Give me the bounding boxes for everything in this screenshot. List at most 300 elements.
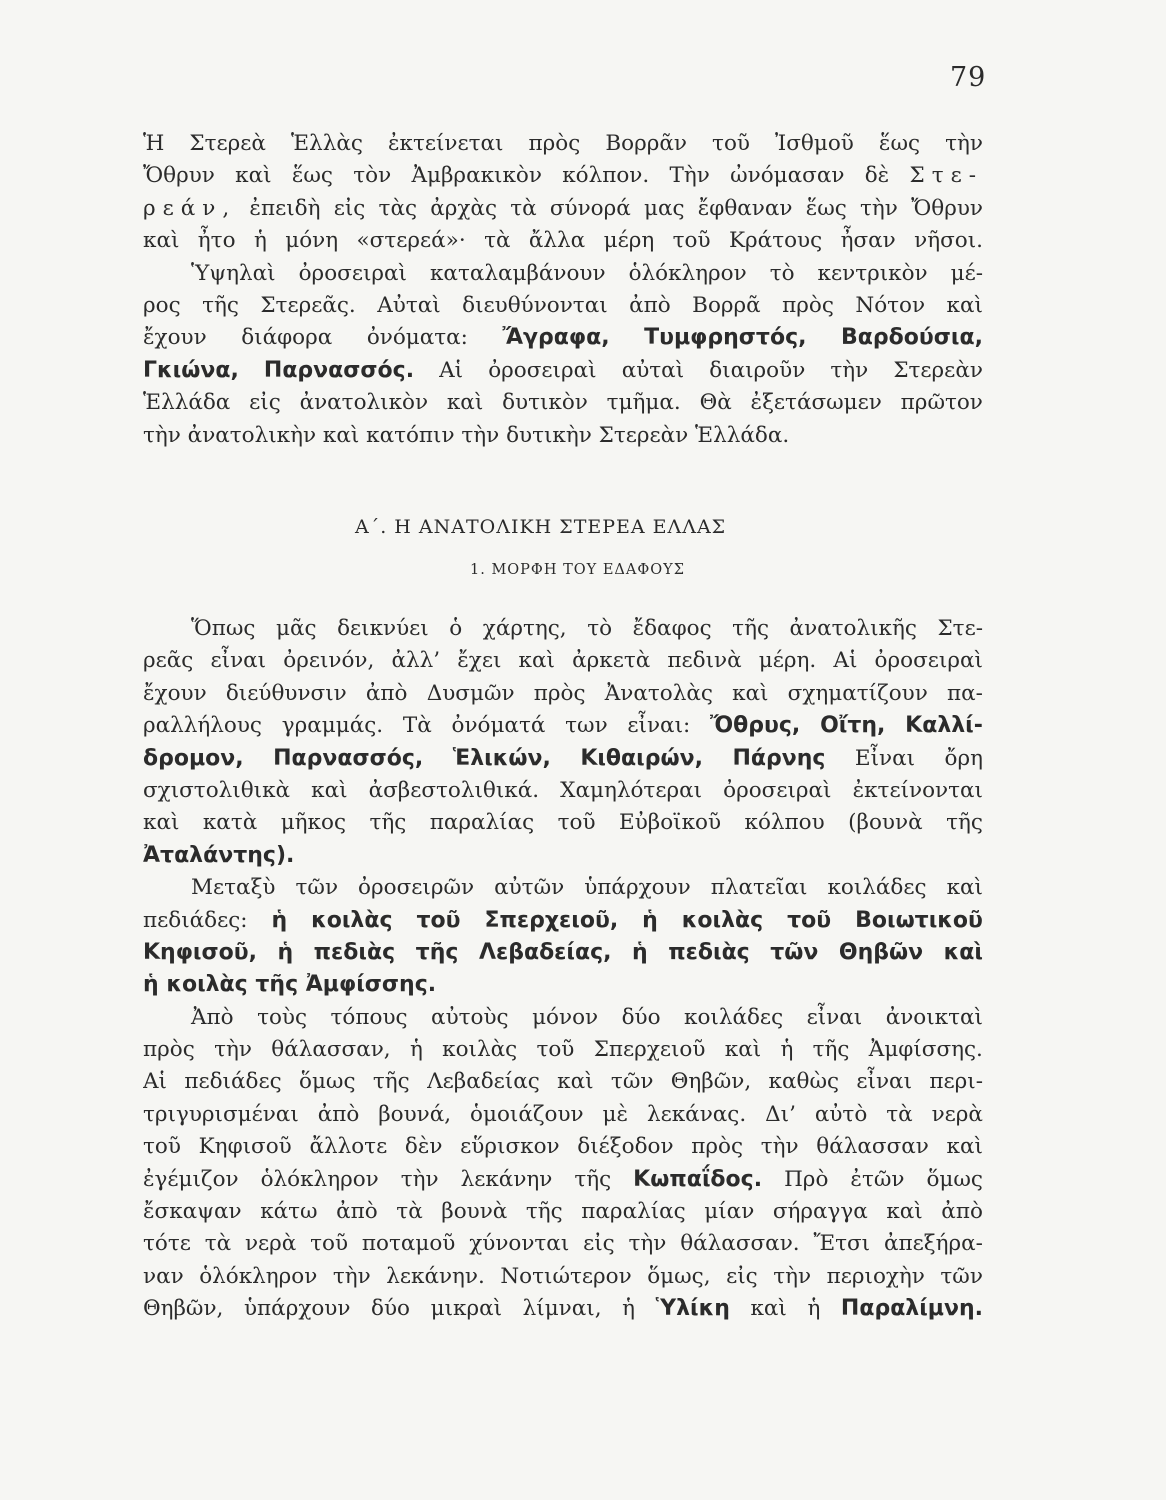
word: τὰ <box>396 1199 423 1225</box>
word: κεντρικὸν <box>817 260 928 286</box>
text-line <box>143 905 983 937</box>
word: Ἑλλάδα <box>143 390 231 416</box>
bold-word: δρομον, <box>143 745 244 771</box>
word: Αἱ <box>439 357 464 383</box>
word: μῆκος <box>280 810 346 836</box>
word: Πρὸ <box>784 1166 829 1192</box>
bold-word: Σπερχειοῦ, <box>484 907 619 933</box>
word: ἀσβεστολιθικά. <box>368 777 540 803</box>
bold-word: ἡ <box>642 907 658 933</box>
text-line <box>143 743 983 775</box>
word: ἀνοικταὶ <box>885 1004 983 1030</box>
bold-word: Ὑλίκη <box>655 1296 730 1322</box>
word: ὑπάρχουν <box>584 875 691 901</box>
bold-word: Κιθαιρών, <box>580 745 703 771</box>
text-line <box>143 128 983 160</box>
word: ὑπάρχουν <box>243 1296 351 1322</box>
word: τῶν <box>610 1069 654 1095</box>
bold-text: ἡ κοιλὰς τῆς Ἀμφίσσης. <box>143 972 437 998</box>
word: ὁ <box>449 616 463 641</box>
word: αὐτῶν <box>494 875 565 901</box>
word: λεκάνας. <box>646 1101 747 1127</box>
word: μικραὶ <box>430 1296 503 1322</box>
word: σχιστολιθικὰ <box>143 777 291 803</box>
word: καὶ <box>446 390 484 416</box>
word: Ἡ <box>143 131 165 156</box>
word: καὶ <box>143 810 180 836</box>
word: ρεᾶς <box>143 648 194 674</box>
word: καταλαμβάνουν <box>429 260 606 286</box>
word: τῆς <box>946 810 983 836</box>
text-line <box>143 1066 983 1098</box>
word: εὕρισκον <box>460 1134 560 1160</box>
word: τότε <box>143 1231 191 1257</box>
text-line <box>143 1228 983 1260</box>
text-line <box>143 775 983 807</box>
word: ὠνόμασαν <box>730 163 845 189</box>
word: ὀροσειρῶν <box>358 875 475 901</box>
word: ἦτο <box>197 228 236 254</box>
word: ὁλόκληρον <box>199 1263 318 1289</box>
word: Ὅπως <box>191 616 256 641</box>
word: μόνον <box>532 1004 599 1030</box>
word: ἔχει <box>457 648 502 674</box>
bold-word: Θηβῶν <box>838 939 924 965</box>
word: «στερεά»· <box>356 228 466 254</box>
word: ἐπειδὴ <box>249 195 321 221</box>
word: τοῦ <box>672 228 711 254</box>
word: μέ- <box>950 260 983 286</box>
word: ἀπεξήρα- <box>883 1231 983 1257</box>
bold-word: Καλλί- <box>905 713 983 739</box>
bold-word: ἡ <box>632 939 648 965</box>
word: πρῶτον <box>900 390 983 416</box>
word: ἡ <box>780 1037 794 1063</box>
word: εἶναι <box>806 1004 863 1030</box>
word: περιοχὴν <box>826 1263 925 1289</box>
word: ἐκτείνεται <box>387 131 504 156</box>
word: ὁλόκληρον <box>628 260 747 286</box>
word: ὀνόματα: <box>366 325 468 351</box>
text-line <box>143 355 983 387</box>
word: πρὸς <box>782 292 834 318</box>
word: Αἱ <box>833 648 858 674</box>
word: πλατεῖαι <box>710 875 808 901</box>
bold-word: Πάρνης <box>732 745 826 771</box>
word: εἶναι <box>210 648 267 674</box>
word: σύνορά <box>549 195 631 221</box>
word: ρος <box>143 292 181 318</box>
word: ἀρκετὰ <box>572 648 651 674</box>
word: ὀροσειραὶ <box>874 648 983 674</box>
word: σήραγγα <box>772 1199 868 1225</box>
word: τῶν <box>940 1263 983 1289</box>
word: παραλίας <box>429 810 535 836</box>
word: ἡ <box>409 1037 423 1063</box>
word: Θηβῶν, <box>143 1296 224 1322</box>
word: σχηματίζουν <box>787 680 928 706</box>
word: κάτω <box>260 1199 318 1225</box>
word: Κηφισοῦ <box>198 1134 292 1160</box>
text-line <box>143 1034 983 1066</box>
word: διευθύνονται <box>462 292 608 318</box>
word: νῆσοι. <box>914 228 983 254</box>
word: δύο <box>371 1296 411 1322</box>
word: κοιλὰς <box>442 1037 518 1063</box>
word: πρὸς <box>533 680 586 706</box>
word: διέξοδον <box>577 1134 674 1160</box>
word: καὶ <box>946 1134 983 1160</box>
word: τὴν <box>773 1263 812 1289</box>
word: τοὺς <box>257 1004 308 1030</box>
text-line <box>143 1261 983 1293</box>
section-heading: Α΄. Η ΑΝΑΤΟΛΙΚΗ ΣΤΕΡΕΑ ΕΛΛΑΣ <box>355 516 727 538</box>
word: των <box>565 713 608 739</box>
word: Αἱ <box>143 1069 167 1095</box>
text-line <box>143 1164 983 1196</box>
word: διαιροῦν <box>709 357 806 383</box>
word: καὶ <box>946 875 983 901</box>
text-line <box>143 420 983 452</box>
word: Νότον <box>855 292 926 318</box>
word: δὲν <box>404 1134 443 1160</box>
word: τοῦ <box>310 1231 349 1257</box>
word: ἔσκαψαν <box>143 1199 242 1225</box>
word: ἀνατολικῆς <box>789 616 917 641</box>
bold-word: Οἴτη, <box>820 713 886 739</box>
word: τῆς <box>812 1037 850 1063</box>
word: ἀπὸ <box>629 292 671 318</box>
word: τμῆμα. <box>606 390 681 416</box>
bold-word: Γκιώνα, <box>143 357 239 383</box>
text-line <box>143 678 983 710</box>
word: Στερεᾶς. <box>260 292 356 318</box>
word: καὶ <box>557 1069 594 1095</box>
text-line <box>143 1002 983 1034</box>
word: ἡ <box>253 228 267 254</box>
word: πα- <box>947 680 983 706</box>
word: λίμναι, <box>522 1296 602 1322</box>
word: ἀπὸ <box>365 680 408 706</box>
word: καθὼς <box>768 1069 840 1095</box>
word: πρὸς <box>528 131 581 156</box>
word: ἕως <box>878 131 921 156</box>
word: Δι’ <box>765 1101 796 1127</box>
word: τὴν <box>860 195 898 221</box>
word: τὰ <box>204 1231 232 1257</box>
word: Τὰ <box>402 713 432 739</box>
word: ἀπὸ <box>336 1199 378 1225</box>
word: καὶ <box>946 292 983 318</box>
bold-word: Παραλίμνη. <box>840 1296 983 1322</box>
text-line <box>143 1196 983 1228</box>
word: ἕως <box>291 163 333 189</box>
word: εἰς <box>583 1231 615 1257</box>
word: τὰς <box>378 195 418 221</box>
word: Στερεὰ <box>189 131 266 156</box>
word: δυτικὸν <box>502 390 588 416</box>
word: μᾶς <box>275 616 317 641</box>
word: αὐταὶ <box>621 357 685 383</box>
text-line <box>143 840 983 872</box>
text-line <box>143 160 983 192</box>
word: ὄρη <box>944 745 983 771</box>
word: τῆς <box>525 1199 563 1225</box>
word: ὀροσειραὶ <box>488 357 597 383</box>
text-line <box>143 1099 983 1131</box>
word: ναν <box>143 1263 184 1289</box>
text-line <box>143 710 983 742</box>
word: ἐκτείνονται <box>852 777 983 803</box>
bold-word: Ἄγραφα, <box>502 325 610 351</box>
word: ποταμοῦ <box>361 1231 456 1257</box>
word: ὁλόκληρον <box>260 1166 379 1192</box>
word: τοῦ <box>143 1134 181 1160</box>
word: ἡ <box>622 1296 636 1322</box>
spaced-word: ρεάν, <box>143 195 237 221</box>
word: τριγυρισμέναι <box>143 1101 299 1127</box>
text-line <box>143 322 983 354</box>
word: καὶ <box>518 648 555 674</box>
word: Ἰσθμοῦ <box>775 131 854 156</box>
word: Ὄθρυν <box>143 163 215 189</box>
word: μέρη. <box>758 648 817 674</box>
word: τοῦ <box>536 1037 575 1063</box>
word: Ἀνατολὰς <box>604 680 713 706</box>
word: μίαν <box>704 1199 755 1225</box>
text-line <box>143 613 983 645</box>
word: τῆς <box>202 292 239 318</box>
bold-word: πεδιὰς <box>313 939 396 965</box>
text-line <box>143 1131 983 1163</box>
text-line <box>143 807 983 839</box>
word: τὸ <box>587 616 613 641</box>
word: Στε- <box>937 616 983 641</box>
word: Ὄθρυν <box>911 195 983 221</box>
word: λεκάνην <box>460 1166 553 1192</box>
word: εἶναι <box>856 1069 912 1095</box>
word: ἦσαν <box>840 228 896 254</box>
word: ἀλλ’ <box>391 648 441 674</box>
word: περι- <box>929 1069 983 1095</box>
word: Ἔτσι <box>813 1231 871 1257</box>
word: Θηβῶν, <box>670 1069 752 1095</box>
word: τὴν <box>830 357 869 383</box>
word: ὅμως <box>926 1166 983 1192</box>
intro-paragraphs <box>143 128 983 452</box>
bold-word: Βαρδούσια, <box>841 325 983 351</box>
word: νερὰ <box>931 1101 983 1127</box>
bold-word: ἡ <box>271 907 288 933</box>
text-line <box>143 387 983 419</box>
word: Θὰ <box>699 390 732 416</box>
word: μέρη <box>603 228 655 254</box>
word: θάλασσαν, <box>271 1037 391 1063</box>
word: πρὸς <box>143 1037 195 1063</box>
word: κατὰ <box>202 810 258 836</box>
word: θάλασσαν <box>816 1134 929 1160</box>
word: τὴν <box>945 131 983 156</box>
word: κοιλάδες <box>684 1004 784 1030</box>
word: τὰ <box>484 228 511 254</box>
word: θάλασσαν. <box>680 1231 800 1257</box>
word: καὶ <box>235 163 272 189</box>
word: διάφορα <box>241 325 333 351</box>
text-line <box>143 645 983 677</box>
word: ἔδαφος <box>632 616 712 641</box>
word: δὲ <box>864 163 890 189</box>
word: πρὸς <box>691 1134 744 1160</box>
word: τὸ <box>769 260 795 286</box>
word: τὴν <box>400 1166 439 1192</box>
word: νερὰ <box>244 1231 297 1257</box>
word: ἔχουν <box>143 325 207 351</box>
word: τῆς <box>372 1069 410 1095</box>
word: τὴν <box>214 1037 252 1063</box>
word: τῶν <box>295 875 339 901</box>
word: ὅμως, <box>647 1263 711 1289</box>
word: τὸν <box>353 163 392 189</box>
word: ἄλλα <box>528 228 586 254</box>
word: Χαμηλότεραι <box>560 777 703 803</box>
word: ὅμως <box>299 1069 356 1095</box>
word: μας <box>643 195 685 221</box>
word: Λεβαδείας <box>427 1069 540 1095</box>
word: Εὐβοϊκοῦ <box>619 810 722 836</box>
word: ἀνατολικὸν <box>299 390 429 416</box>
bold-word: τῆς <box>415 939 459 965</box>
word: λεκάνην. <box>386 1263 485 1289</box>
text-line <box>143 1293 983 1325</box>
text-line <box>143 290 983 322</box>
bold-word: Παρνασσός, <box>273 745 424 771</box>
word: Βορρᾶ <box>692 292 761 318</box>
word: ἔφθαναν <box>697 195 793 221</box>
word: αὐτὸ <box>814 1101 868 1127</box>
word: ὀνόματά <box>451 713 546 739</box>
word: τοῦ <box>712 131 750 156</box>
word: καὶ <box>311 777 348 803</box>
word: Βορρᾶν <box>605 131 687 156</box>
word: τὰ <box>886 1101 913 1127</box>
bold-word: Παρνασσός. <box>263 357 415 383</box>
word: Τὴν <box>669 163 710 189</box>
word: καὶ <box>724 1037 762 1063</box>
bold-word: πεδιὰς <box>668 939 750 965</box>
bold-text: Ἀταλάντης). <box>143 842 295 868</box>
bold-word: κοιλὰς <box>681 907 764 933</box>
word: μόνη <box>285 228 339 254</box>
word: Μεταξὺ <box>191 875 276 901</box>
word: ἀπὸ <box>941 1199 983 1225</box>
word: ἐτῶν <box>850 1166 905 1192</box>
bold-word: Ἑλικών, <box>452 745 551 771</box>
word: καὶ <box>886 1199 923 1225</box>
bold-word: τοῦ <box>416 907 461 933</box>
word: ὀρεινόν, <box>283 648 375 674</box>
word: ραλλήλους <box>143 713 262 739</box>
word: διεύθυνσιν <box>225 680 347 706</box>
word: Στερεὰν <box>893 357 983 383</box>
word: Ἀμφίσσης. <box>868 1037 983 1063</box>
word: μὲ <box>602 1101 629 1127</box>
word: ἕως <box>805 195 847 221</box>
text-line <box>143 937 983 969</box>
text-line <box>143 969 983 1001</box>
bold-word: τῶν <box>770 939 819 965</box>
word: Νοτιώτερον <box>500 1263 632 1289</box>
bold-word: Κηφισοῦ, <box>143 939 257 965</box>
subsection-heading: 1. ΜΟΡΦΗ ΤΟΥ ΕΔΑΦΟΥΣ <box>470 562 685 578</box>
word: τῆς <box>732 616 769 641</box>
text-line <box>143 258 983 290</box>
word: δύο <box>621 1004 661 1030</box>
word: εἰς <box>726 1263 758 1289</box>
word: ἄλλοτε <box>309 1134 388 1160</box>
word: τῆς <box>369 810 407 836</box>
word: ἀπὸ <box>317 1101 360 1127</box>
word: δεικνύει <box>337 616 429 641</box>
word: Αὐταὶ <box>377 292 441 318</box>
word: ἔχουν <box>143 680 207 706</box>
text-line <box>143 872 983 904</box>
word: πεδιάδες <box>184 1069 282 1095</box>
word: κοιλάδες <box>827 875 927 901</box>
word: εἰς <box>333 195 366 221</box>
bold-word: ἡ <box>277 939 294 965</box>
bold-word: Λεβαδείας, <box>478 939 612 965</box>
bold-word: Ὄθρυς, <box>710 713 801 739</box>
word: εἶναι: <box>627 713 691 739</box>
word: καὶ <box>732 680 769 706</box>
page-number: 79 <box>950 62 987 93</box>
word: Ἑλλὰς <box>291 131 363 156</box>
word: ὀροσειραὶ <box>298 260 407 286</box>
word: τὴν <box>332 1263 371 1289</box>
word: Ἀμβρακικὸν <box>411 163 542 189</box>
line-text: τὴν ἀνατολικὴν καὶ κατόπιν τὴν δυτικὴν Στερεὰν Ἑλλάδα. <box>143 422 790 448</box>
bold-word: καὶ <box>943 939 983 965</box>
word: τοῦ <box>557 810 596 836</box>
word: ἐξετάσωμεν <box>750 390 882 416</box>
word: πεδιάδες: <box>143 907 248 933</box>
word: γραμμάς. <box>281 713 384 739</box>
word: τὴν <box>760 1134 799 1160</box>
word: Ὑψηλαὶ <box>191 260 276 286</box>
word: Κράτους <box>728 228 823 254</box>
word: χάρτης, <box>482 616 567 641</box>
word: ἀρχὰς <box>430 195 497 221</box>
word: (βουνὰ <box>848 810 923 836</box>
word: ἐγέμιζον <box>143 1166 239 1192</box>
text-line <box>143 193 983 225</box>
word: τόπους <box>330 1004 408 1030</box>
word: Εἶναι <box>854 745 916 771</box>
word: ὁμοιάζουν <box>470 1101 584 1127</box>
word: πεδινὰ <box>667 648 742 674</box>
spaced-word: Στε- <box>909 163 983 189</box>
word: αὐτοὺς <box>431 1004 509 1030</box>
word: βουνὰ <box>441 1199 508 1225</box>
section-body <box>143 613 983 1326</box>
word: καὶ <box>750 1296 787 1322</box>
word: χύνονται <box>469 1231 570 1257</box>
word: τῆς <box>574 1166 612 1192</box>
word: τὴν <box>628 1231 667 1257</box>
word: Ἀπὸ <box>191 1004 234 1030</box>
word: εἰς <box>249 390 281 416</box>
word: ἡ <box>807 1296 821 1322</box>
